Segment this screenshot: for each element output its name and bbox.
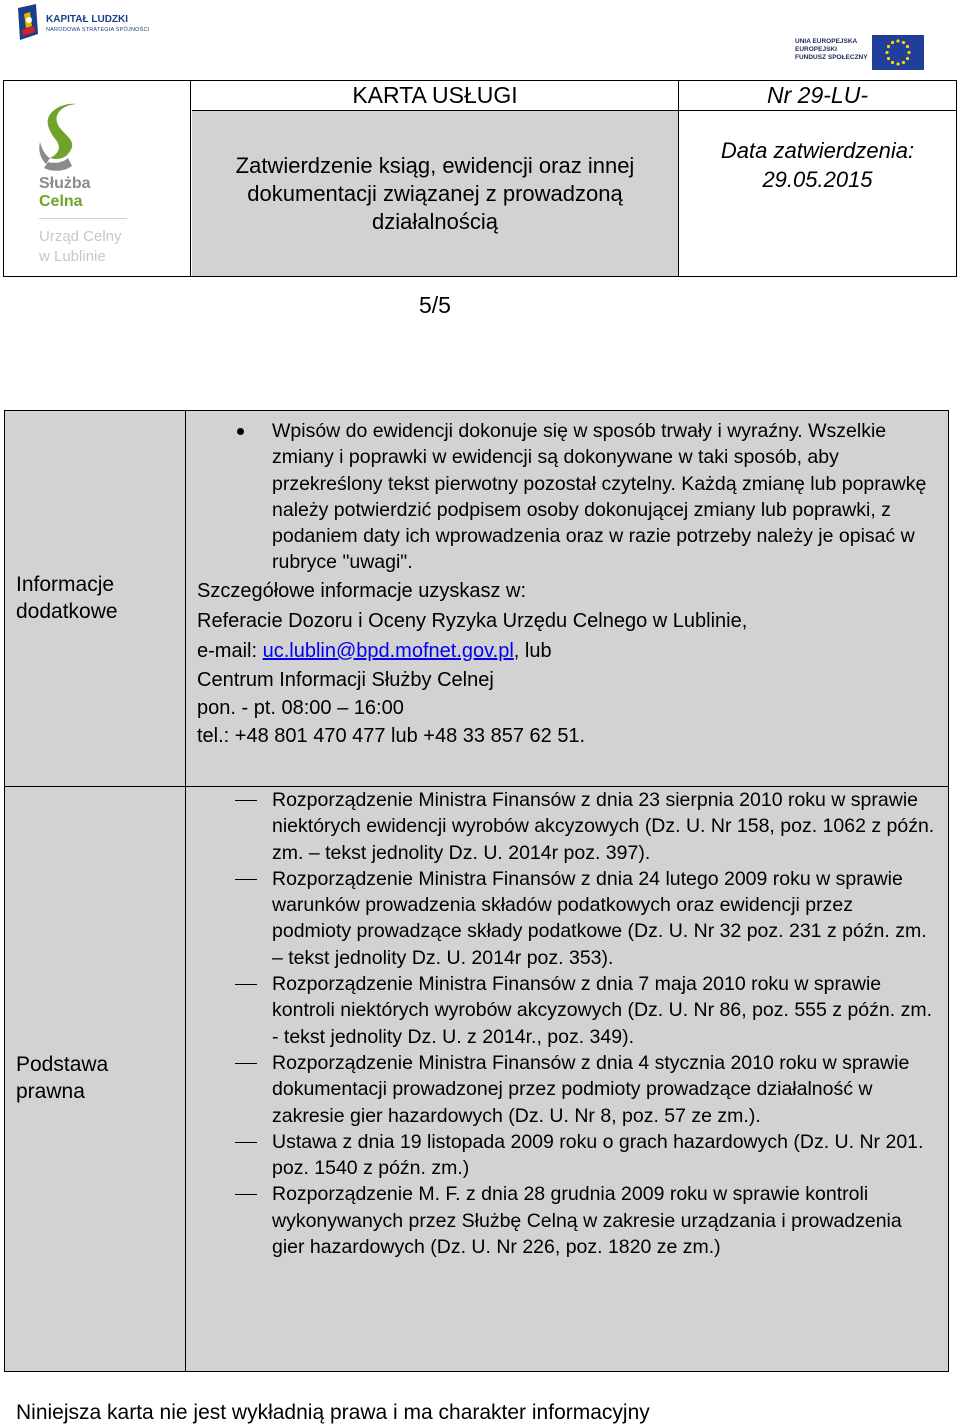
eu-logo [795,32,927,72]
additional-info-content [197,418,937,750]
dash-icon [235,984,257,985]
legal-basis-label-line2: prawna [16,1080,85,1103]
card-title: KARTA USŁUGI [192,81,679,111]
additional-info-label [16,571,118,625]
column-divider [185,410,186,1372]
legal-act: Rozporządzenie Ministra Finansów z dnia 4 stycznia 2010 roku w sprawie dokumentacji prowadzonej przez podmioty prowadzące działalność w zakresie gier hazardowych (Dz. U. Nr 8, poz. 57 ze zm.). [272,1051,910,1127]
department: Referacie Dozoru i Oceny Ryzyka Urzędu Celnego w Lublinie, [197,609,748,632]
eu-logo-line1: UNIA EUROPEJSKA [795,38,858,45]
office-name-line1: Urząd Celny [39,228,122,245]
office-name [39,227,122,267]
sluzba-celna-emblem-icon [38,102,88,177]
legal-basis-list [197,787,937,1260]
list-item [197,971,937,1050]
record-keeping-rules: Wpisów do ewidencji dokonuje się w sposób trwały i wyraźny. Wszelkie zmiany i poprawki w ewidencji są dokonywane w taki sposób, aby przekreślony tekst pierwotny pozostał czytelny. Każdą zmianę lub poprawkę należy potwierdzić podpisem osoby dokonującej zmiany lub poprawki, z podaniem daty ich wprowadzenia oraz w razie potrzeby należy je opisać w rubryce "uwagi". [272,420,927,574]
additional-info-bullet [197,418,937,576]
legal-act: Ustawa z dnia 19 listopada 2009 roku o grach hazardowych (Dz. U. Nr 201. poz. 1540 z późn. zm.) [272,1130,924,1180]
dash-icon [235,1194,257,1195]
list-item [197,787,937,866]
legal-act: Rozporządzenie M. F. z dnia 28 grudnia 2009 roku w sprawie kontroli wykonywanych przez Służbę Celną w zakresie urządzania i prowadzenia gier hazardowych (Dz. U. Nr 226, poz. 1820 ze zm.) [272,1183,902,1259]
dash-icon [235,1063,257,1064]
additional-info-label-line1: Informacje [16,573,115,596]
legal-act: Rozporządzenie Ministra Finansów z dnia 24 lutego 2009 roku w sprawie warunków prowadzenia składów podatkowych oraz ewidencji przez podmioty prowadzące składy podatkowe (Dz. U. Nr 32 poz. 231 z późn. zm. – tekst jednolity Dz. U. 2014r poz. 353). [272,867,927,969]
email-label: e-mail: [197,639,263,662]
kapital-ludzki-title: KAPITAŁ LUDZKI [46,14,129,25]
approval-date: 29.05.2015 [762,167,873,192]
disclaimer: Niniejsza karta nie jest wykładnią prawa i ma charakter informacyjny [16,1401,650,1424]
phone-numbers: tel.: +48 801 470 477 lub +48 33 857 62 51. [197,724,586,747]
kapital-ludzki-emblem-icon [16,4,40,42]
list-item [197,866,937,971]
dash-icon [235,1142,257,1143]
sluzba-celna-name-1: Służba [39,175,91,192]
legal-act: Rozporządzenie Ministra Finansów z dnia 7 maja 2010 roku w sprawie kontroli niektórych wyrobów akcyzowych (Dz. U. Nr 86, poz. 555 z późn. zm. - tekst jednolity Dz. U. z 2014r., poz. 349). [272,973,932,1048]
eu-logo-line2: EUROPEJSKI [795,46,837,53]
list-item [197,1129,937,1182]
legal-basis-label [16,1051,108,1105]
card-number: Nr 29-LU- [679,81,956,111]
email-line [197,636,937,666]
info-center: Centrum Informacji Służby Celnej [197,668,494,691]
sluzba-celna-name-2: Celna [39,193,83,210]
email-link[interactable]: uc.lublin@bpd.mofnet.gov.pl [262,639,514,662]
additional-info-label-line2: dodatkowe [16,600,118,623]
office-hours: pon. - pt. 08:00 – 16:00 [197,696,404,719]
approval-date-cell [679,111,956,276]
kapital-ludzki-subtitle: NARODOWA STRATEGIA SPÓJNOŚCI [46,27,150,33]
eu-logo-text [795,38,868,62]
legal-basis-label-line1: Podstawa [16,1053,109,1076]
details-intro: Szczegółowe informacje uzyskasz w: [197,579,527,602]
sluzba-celna-logo [20,92,180,272]
legal-act: Rozporządzenie Ministra Finansów z dnia 23 sierpnia 2010 roku w sprawie niektórych ewidencji wyrobów akcyzowych (Dz. U. Nr 158, poz. 1062 z późn. zm. – tekst jednolity Dz. U. 2014r poz. 397). [272,789,935,864]
approval-label: Data zatwierdzenia: [720,138,915,163]
kapital-ludzki-logo [16,4,176,44]
dash-icon [235,800,257,801]
office-name-line2: w Lublinie [39,248,106,265]
email-suffix: , lub [513,639,552,662]
service-name: Zatwierdzenie ksiąg, ewidencji oraz innej dokumentacji związanej z prowadzoną działalnością [192,111,679,276]
dash-icon [235,879,257,880]
logo-divider [39,218,127,219]
list-item [197,1181,937,1260]
eu-flag-icon [872,35,924,70]
eu-logo-line3: FUNDUSZ SPOŁECZNY [795,54,868,61]
list-item [197,1050,937,1129]
page-number: 5/5 [419,292,451,318]
bullet-icon [237,428,244,435]
